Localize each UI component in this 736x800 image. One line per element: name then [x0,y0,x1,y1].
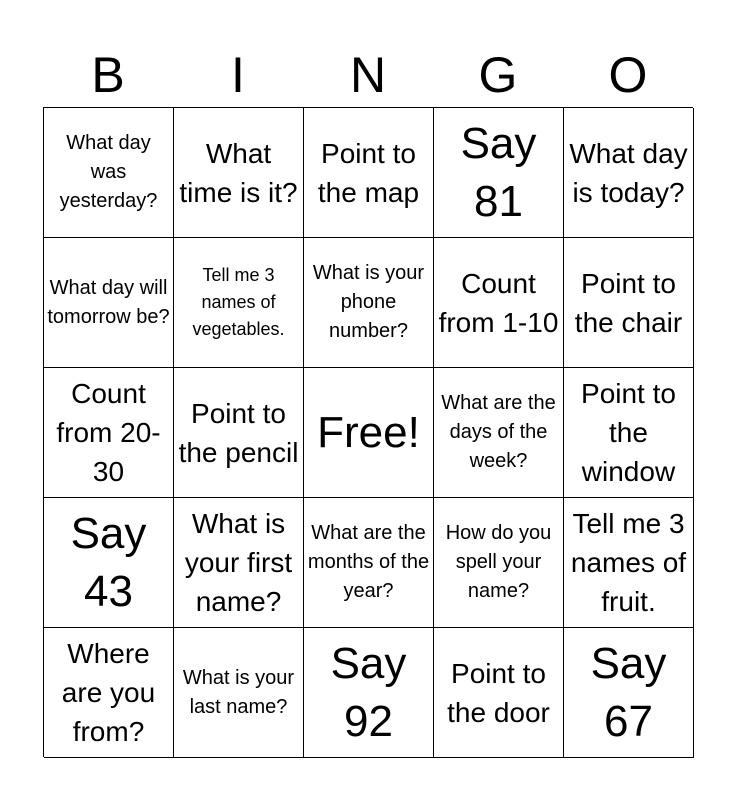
bingo-cell[interactable] [564,628,694,758]
bingo-cell-text: What day is today? [569,137,688,208]
bingo-cell[interactable] [564,238,694,368]
bingo-cell-text: Tell me 3 names of fruit. [570,508,687,617]
bingo-cell-text: Count from 20-30 [56,378,161,487]
bingo-cell-text: Free! [317,407,420,457]
bingo-cell-text: What are the months of the year? [307,522,430,602]
bingo-cell-text: Tell me 3 names of vegetables. [192,265,285,339]
header-letter-o: O [608,47,648,103]
bingo-cell-text: What is your first name? [184,508,293,617]
bingo-cell[interactable] [44,628,174,758]
bingo-cell-text: Say 67 [590,638,667,746]
bingo-cell-text: Say 81 [460,118,537,226]
bingo-cell[interactable] [564,368,694,498]
bingo-cell[interactable] [44,368,174,498]
bingo-cell-text: What is your last name? [182,666,295,718]
bingo-cell[interactable] [174,368,304,498]
bingo-cell[interactable] [44,108,174,238]
bingo-cell-text: Where are you from? [61,638,156,747]
bingo-cell[interactable] [174,108,304,238]
bingo-grid [43,107,693,757]
bingo-cell-text: Point to the chair [574,267,683,338]
bingo-cell-text: Count from 1-10 [438,267,559,338]
bingo-cell-text: Point to the window [581,378,676,487]
bingo-cell[interactable] [304,628,434,758]
header-letter-n: N [349,47,387,103]
bingo-cell-text: Point to the map [317,137,420,208]
bingo-cell[interactable] [434,628,564,758]
bingo-cell[interactable] [44,238,174,368]
bingo-cell[interactable] [174,498,304,628]
header-letter-g: G [478,47,518,103]
header-letter-b: B [91,47,125,103]
bingo-cell-text: Point to the door [447,657,550,728]
bingo-cell[interactable] [434,108,564,238]
bingo-cell-text: Point to the pencil [178,397,299,468]
bingo-cell-text: What is your phone number? [312,262,425,342]
bingo-cell[interactable] [304,498,434,628]
bingo-cell[interactable] [434,238,564,368]
bingo-cell[interactable] [44,498,174,628]
bingo-cell[interactable] [174,628,304,758]
bingo-cell-text: What day was yesterday? [59,132,158,212]
bingo-cell-text: What day will tomorrow be? [47,276,170,328]
free-space-cell[interactable] [304,368,434,498]
bingo-cell-text: Say 92 [330,638,407,746]
bingo-cell-text: How do you spell your name? [445,522,552,602]
bingo-cell[interactable] [434,498,564,628]
bingo-cell[interactable] [174,238,304,368]
bingo-cell[interactable] [434,368,564,498]
bingo-cell[interactable] [304,108,434,238]
bingo-cell-text: What time is it? [179,137,298,208]
header-letter-i: I [231,47,245,103]
bingo-cell[interactable] [304,238,434,368]
bingo-cell[interactable] [564,108,694,238]
bingo-cell[interactable] [564,498,694,628]
bingo-cell-text: Say 43 [70,508,147,616]
bingo-header [43,44,693,106]
bingo-cell-text: What are the days of the week? [441,392,556,472]
